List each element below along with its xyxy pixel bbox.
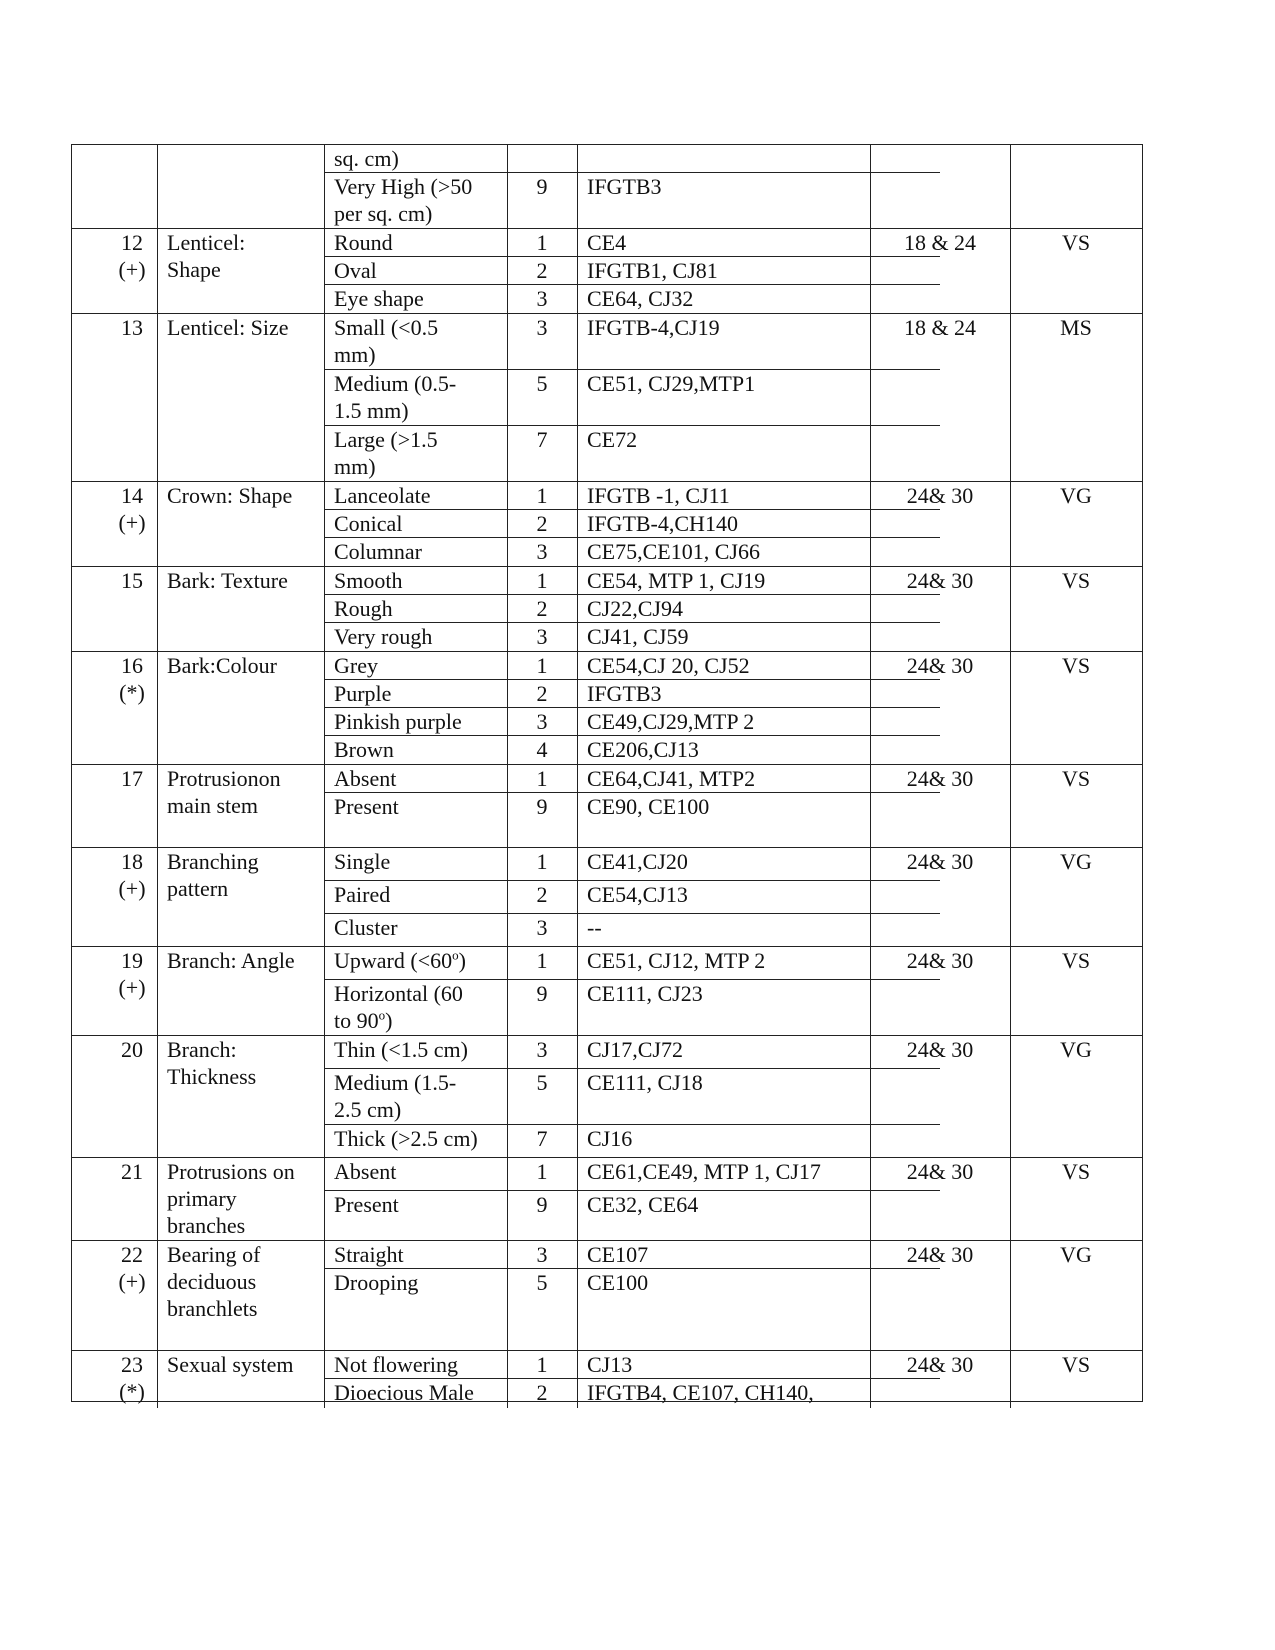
option-row — [324, 257, 940, 285]
column-divider — [577, 793, 578, 848]
option-row — [324, 914, 940, 947]
state-code: 3 — [536, 1037, 548, 1062]
state-label: Present — [334, 1192, 399, 1217]
state-code: 1 — [536, 653, 548, 678]
state-label: Dioecious Male — [334, 1380, 474, 1405]
column-divider — [577, 482, 578, 509]
option-row — [324, 1125, 940, 1158]
example-varieties: IFGTB-4,CJ19 — [587, 315, 720, 340]
character-name: Crown: Shape — [167, 483, 293, 508]
option-row — [324, 623, 940, 652]
column-divider — [157, 765, 158, 847]
degree-sup: o — [378, 1007, 386, 1023]
state-label: Rough — [334, 596, 393, 621]
observation-stage: 24& 30 — [906, 948, 974, 973]
column-divider — [577, 1191, 578, 1241]
observation-method: VS — [1061, 948, 1091, 973]
state-label: Lanceolate — [334, 483, 431, 508]
example-varieties: IFGTB -1, CJ11 — [587, 483, 730, 508]
state-label — [334, 980, 506, 1034]
character-name: Sexual system — [167, 1352, 294, 1377]
column-divider — [577, 914, 578, 947]
state-label: Medium (1.5- 2.5 cm) — [334, 1070, 457, 1122]
table-row — [72, 765, 1142, 848]
column-divider — [577, 314, 578, 369]
column-divider — [577, 595, 578, 622]
column-divider — [577, 623, 578, 652]
column-divider — [157, 1241, 158, 1350]
row-number: 23 — [121, 1352, 143, 1377]
option-row — [324, 947, 940, 980]
example-varieties: CE61,CE49, MTP 1, CJ17 — [587, 1159, 821, 1184]
option-row — [324, 229, 940, 257]
observation-method: VS — [1061, 653, 1091, 678]
row-number: 18 — [121, 849, 143, 874]
example-varieties: CJ17,CJ72 — [587, 1037, 683, 1062]
observation-stage: 24& 30 — [906, 1352, 974, 1377]
observation-stage: 18 & 24 — [903, 315, 977, 340]
column-divider — [577, 1269, 578, 1351]
example-varieties: CE54, MTP 1, CJ19 — [587, 568, 766, 593]
option-row — [324, 1191, 940, 1241]
descriptor-table — [71, 144, 1143, 1405]
example-varieties: -- — [587, 915, 602, 940]
row-number: 15 — [121, 568, 143, 593]
column-divider — [577, 285, 578, 314]
table-row — [72, 314, 1142, 482]
character-name: Branch: Thickness — [167, 1037, 257, 1089]
state-code: 5 — [536, 1270, 548, 1295]
state-text: Horizontal (60 to 90 — [334, 981, 463, 1033]
state-label: Eye shape — [334, 286, 424, 311]
row-number: 21 — [121, 1159, 143, 1184]
column-divider — [157, 314, 158, 481]
column-divider — [577, 173, 578, 229]
state-label: Straight — [334, 1242, 404, 1267]
example-varieties: CJ41, CJ59 — [587, 624, 689, 649]
state-code: 9 — [536, 1192, 548, 1217]
option-row — [324, 482, 940, 510]
example-varieties: CJ13 — [587, 1352, 633, 1377]
option-row — [324, 708, 940, 736]
state-code: 3 — [536, 915, 548, 940]
observation-method: MS — [1060, 315, 1092, 340]
example-varieties: CE41,CJ20 — [587, 849, 688, 874]
observation-stage: 24& 30 — [906, 1159, 974, 1184]
column-divider — [157, 145, 158, 228]
column-divider — [157, 1158, 158, 1240]
state-label: Large (>1.5 mm) — [334, 427, 438, 479]
state-code: 9 — [536, 174, 548, 199]
observation-method: VG — [1060, 849, 1092, 874]
row-number: 14 — [121, 483, 143, 508]
option-row — [324, 510, 940, 538]
option-row — [324, 314, 940, 370]
column-divider — [157, 1351, 158, 1408]
state-label: sq. cm) — [334, 146, 399, 171]
column-divider — [577, 680, 578, 707]
row-marker: (*) — [119, 1379, 145, 1404]
option-row — [324, 1379, 940, 1408]
state-code: 2 — [536, 882, 548, 907]
table-row — [72, 145, 1142, 229]
observation-method: VG — [1060, 1037, 1092, 1062]
example-varieties: IFGTB3 — [587, 681, 662, 706]
observation-method: VS — [1061, 230, 1091, 255]
character-name: Branch: Angle — [167, 948, 295, 973]
state-code: 2 — [536, 681, 548, 706]
state-label: Very High (>50 per sq. cm) — [334, 174, 473, 226]
option-row — [324, 426, 940, 482]
state-code: 1 — [536, 1159, 548, 1184]
state-code: 3 — [536, 624, 548, 649]
state-label: Present — [334, 794, 399, 819]
degree-sup: o — [452, 947, 459, 963]
column-divider — [577, 257, 578, 284]
table-row — [72, 229, 1142, 314]
state-label: Paired — [334, 882, 391, 907]
example-varieties: CE107 — [587, 1242, 649, 1267]
state-label: Cluster — [334, 915, 398, 940]
example-varieties: CE64,CJ41, MTP2 — [587, 766, 756, 791]
option-row — [324, 736, 940, 765]
example-varieties: CE49,CJ29,MTP 2 — [587, 709, 755, 734]
option-row — [324, 538, 940, 567]
row-number: 13 — [121, 315, 143, 340]
example-varieties: CJ16 — [587, 1126, 633, 1151]
state-label: Single — [334, 849, 391, 874]
example-varieties: CJ22,CJ94 — [587, 596, 683, 621]
state-tail: ) — [385, 1008, 393, 1033]
state-label: Medium (0.5- 1.5 mm) — [334, 371, 457, 423]
option-row — [324, 652, 940, 680]
table-row — [72, 1241, 1142, 1351]
observation-method: VS — [1061, 1352, 1091, 1377]
option-row — [324, 1036, 940, 1069]
state-label: Thick (>2.5 cm) — [334, 1126, 478, 1151]
row-marker: (+) — [118, 876, 146, 901]
state-label: Absent — [334, 766, 397, 791]
character-name: Lenticel: Shape — [167, 230, 246, 282]
example-varieties: CE51, CJ12, MTP 2 — [587, 948, 766, 973]
column-divider — [577, 145, 578, 172]
column-divider — [157, 652, 158, 764]
column-divider — [577, 881, 578, 913]
observation-stage: 18 & 24 — [903, 230, 977, 255]
state-label: Round — [334, 230, 393, 255]
observation-stage: 24& 30 — [906, 766, 974, 791]
option-row — [324, 793, 940, 848]
character-name: Bark:Colour — [167, 653, 277, 678]
column-divider — [577, 510, 578, 537]
row-marker: (*) — [119, 680, 145, 705]
state-code: 4 — [536, 737, 548, 762]
observation-method: VS — [1061, 1159, 1091, 1184]
example-varieties: CE90, CE100 — [587, 794, 710, 819]
example-varieties: CE64, CJ32 — [587, 286, 694, 311]
example-varieties: CE111, CJ18 — [587, 1070, 703, 1095]
option-row — [324, 1269, 940, 1351]
table-row — [72, 1158, 1142, 1241]
table-row — [72, 1351, 1142, 1408]
option-row — [324, 145, 940, 173]
table-row — [72, 947, 1142, 1036]
option-row — [324, 680, 940, 708]
row-marker: (+) — [118, 975, 146, 1000]
column-divider — [157, 1036, 158, 1157]
column-divider — [157, 567, 158, 651]
column-divider — [577, 947, 578, 979]
column-divider — [577, 736, 578, 765]
option-row — [324, 370, 940, 426]
example-varieties: CE100 — [587, 1270, 649, 1295]
observation-stage: 24& 30 — [906, 483, 974, 508]
row-number: 22 — [121, 1242, 143, 1267]
character-name: Branching pattern — [167, 849, 259, 901]
state-label: Grey — [334, 653, 378, 678]
column-divider — [577, 370, 578, 425]
observation-stage: 24& 30 — [906, 849, 974, 874]
state-code: 7 — [536, 427, 548, 452]
state-code: 2 — [536, 511, 548, 536]
column-divider — [577, 1241, 578, 1268]
option-row — [324, 1241, 940, 1269]
example-varieties: IFGTB-4,CH140 — [587, 511, 738, 536]
state-code: 2 — [536, 596, 548, 621]
state-label: Very rough — [334, 624, 433, 649]
state-label: Thin (<1.5 cm) — [334, 1037, 468, 1062]
state-code: 1 — [536, 1352, 548, 1377]
table-row — [72, 482, 1142, 567]
state-label — [334, 947, 506, 974]
example-varieties: CE206,CJ13 — [587, 737, 699, 762]
column-divider — [577, 426, 578, 482]
state-code: 7 — [536, 1126, 548, 1151]
state-code: 1 — [536, 766, 548, 791]
column-divider — [577, 567, 578, 594]
state-label: Absent — [334, 1159, 397, 1184]
option-row — [324, 567, 940, 595]
state-label: Oval — [334, 258, 377, 283]
character-name: Protrusionon main stem — [167, 766, 281, 818]
example-varieties: CE51, CJ29,MTP1 — [587, 371, 756, 396]
example-varieties: IFGTB1, CJ81 — [587, 258, 718, 283]
column-divider — [577, 538, 578, 567]
column-divider — [577, 1036, 578, 1068]
state-label: Columnar — [334, 539, 422, 564]
column-divider — [577, 1158, 578, 1190]
row-marker: (+) — [118, 510, 146, 535]
column-divider — [577, 848, 578, 880]
observation-method: VS — [1061, 766, 1091, 791]
column-divider — [157, 229, 158, 313]
observation-stage: 24& 30 — [906, 653, 974, 678]
state-label: Pinkish purple — [334, 709, 462, 734]
state-text: Upward (<60 — [334, 948, 453, 973]
option-row — [324, 1069, 940, 1125]
state-label: Not flowering — [334, 1352, 459, 1377]
row-number: 20 — [121, 1037, 143, 1062]
table-row — [72, 1036, 1142, 1158]
state-code: 3 — [536, 286, 548, 311]
state-label: Purple — [334, 681, 392, 706]
option-row — [324, 595, 940, 623]
example-varieties: CE54,CJ13 — [587, 882, 688, 907]
table-row — [72, 848, 1142, 947]
state-tail: ) — [458, 948, 466, 973]
observation-method: VG — [1060, 1242, 1092, 1267]
column-divider — [577, 1125, 578, 1158]
state-code: 1 — [536, 849, 548, 874]
column-divider — [507, 145, 508, 172]
column-divider — [157, 947, 158, 1035]
observation-stage: 24& 30 — [906, 568, 974, 593]
state-code: 2 — [536, 258, 548, 283]
state-label: Drooping — [334, 1270, 419, 1295]
column-divider — [577, 980, 578, 1036]
state-code: 9 — [536, 981, 548, 1006]
column-divider — [577, 652, 578, 679]
option-row — [324, 173, 940, 229]
row-number: 17 — [121, 766, 143, 791]
state-code: 1 — [536, 948, 548, 973]
character-name: Bark: Texture — [167, 568, 288, 593]
table-row — [72, 652, 1142, 765]
example-varieties: IFGTB4, CE107, CH140, — [587, 1380, 814, 1405]
row-number: 19 — [121, 948, 143, 973]
column-divider — [157, 848, 158, 946]
character-name: Bearing of deciduous branchlets — [167, 1242, 261, 1321]
state-code: 9 — [536, 794, 548, 819]
state-code: 3 — [536, 709, 548, 734]
example-varieties: CE111, CJ23 — [587, 981, 703, 1006]
column-divider — [577, 1069, 578, 1124]
state-code: 1 — [536, 230, 548, 255]
example-varieties: CE72 — [587, 427, 638, 452]
example-varieties: CE32, CE64 — [587, 1192, 699, 1217]
state-label: Brown — [334, 737, 394, 762]
state-code: 1 — [536, 568, 548, 593]
option-row — [324, 848, 940, 881]
state-code: 3 — [536, 539, 548, 564]
state-code: 3 — [536, 1242, 548, 1267]
row-marker: (+) — [118, 1269, 146, 1294]
observation-stage: 24& 30 — [906, 1037, 974, 1062]
row-number: 16 — [121, 653, 143, 678]
row-marker: (+) — [118, 257, 146, 282]
column-divider — [577, 765, 578, 792]
observation-method: VG — [1060, 483, 1092, 508]
example-varieties: IFGTB3 — [587, 174, 662, 199]
character-name: Protrusions on primary branches — [167, 1159, 295, 1238]
example-varieties: CE75,CE101, CJ66 — [587, 539, 760, 564]
state-label: Conical — [334, 511, 403, 536]
option-row — [324, 980, 940, 1036]
example-varieties: CE54,CJ 20, CJ52 — [587, 653, 750, 678]
state-code: 5 — [536, 371, 548, 396]
observation-stage: 24& 30 — [906, 1242, 974, 1267]
state-code: 2 — [536, 1380, 548, 1405]
row-number: 12 — [121, 230, 143, 255]
option-row — [324, 1351, 940, 1379]
option-row — [324, 285, 940, 314]
state-label: Smooth — [334, 568, 403, 593]
state-code: 1 — [536, 483, 548, 508]
character-name: Lenticel: Size — [167, 315, 289, 340]
column-divider — [577, 1379, 578, 1408]
column-divider — [577, 1351, 578, 1378]
column-divider — [577, 708, 578, 735]
column-divider — [1010, 145, 1011, 228]
state-code: 3 — [536, 315, 548, 340]
option-row — [324, 1158, 940, 1191]
observation-method: VS — [1061, 568, 1091, 593]
table-row — [72, 567, 1142, 652]
example-varieties: CE4 — [587, 230, 627, 255]
state-code: 5 — [536, 1070, 548, 1095]
column-divider — [157, 482, 158, 566]
state-label: Small (<0.5 mm) — [334, 315, 439, 367]
option-row — [324, 881, 940, 914]
column-divider — [577, 229, 578, 256]
option-row — [324, 765, 940, 793]
